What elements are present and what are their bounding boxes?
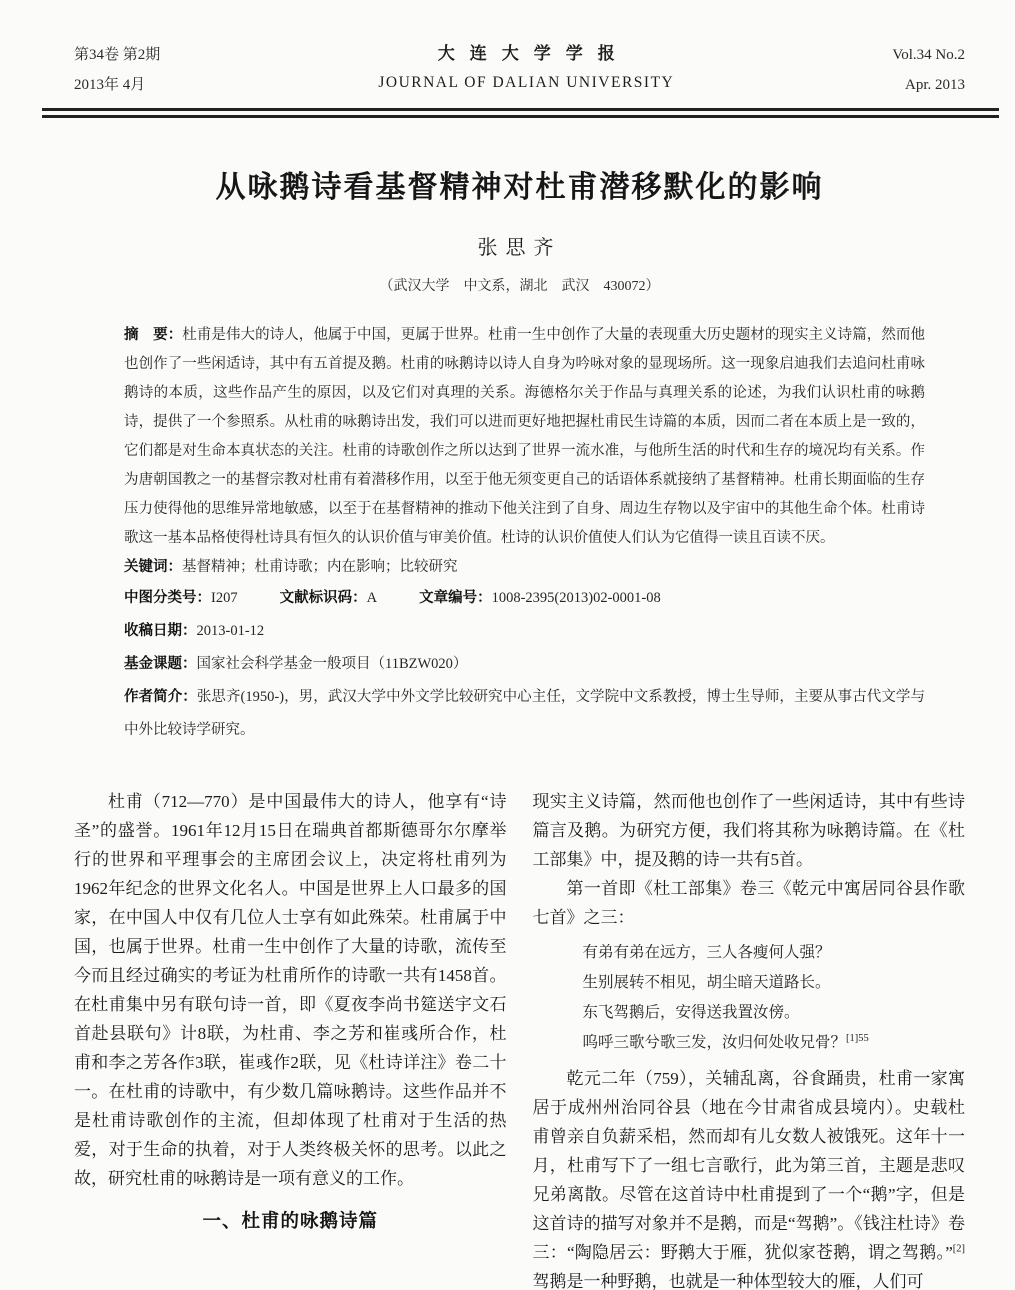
author-bio-line <box>124 681 925 747</box>
clc-value: I207 <box>211 590 238 606</box>
fund-label: 基金课题： <box>124 656 197 672</box>
poem-line: 东飞驾鹅后，安得送我置汝傍。 <box>582 1004 800 1021</box>
date-en: Apr. 2013 <box>904 77 965 93</box>
paragraph-text: 乾元二年（759），关辅乱离，谷食踊贵，杜甫一家寓居于成州州治同谷县（地在今甘肃省成县境内）。史载杜甫曾亲自负薪采梠，然而却有儿女数人被饿死。这年十一月，杜甫写下了一组七言歌行，此为第三首，主题是悲叹兄弟离散。尽管在这首诗中杜甫提到了一个“鹅”字，但是这首诗的描写对象并不是鹅，而是“驾鹅”。《钱注杜诗》卷三：“陶隐居云：野鹅大于雁，犹似家苍鹅，谓之驾鹅。” <box>532 1069 965 1262</box>
poem-line: 生别展转不相见，胡尘暗天道路长。 <box>582 974 831 991</box>
poem-line-text: 呜呼三歌兮歌三发，汝归何处收兄骨？ <box>582 1034 847 1051</box>
volume-issue-cn: 第34卷 第2期 <box>74 47 161 63</box>
fund-line <box>124 648 925 681</box>
abstract-label: 摘 要： <box>124 327 183 343</box>
journal-title-cn: 大连大学学报 <box>437 44 630 63</box>
front-matter <box>124 321 925 747</box>
bio-value: 张思齐(1950-)，男，武汉大学中外文学比较研究中心主任，文学院中文系教授，博士生导师，主要从事古代文学与中外比较诗学研究。 <box>124 689 926 738</box>
header-divider-rule <box>42 108 999 118</box>
citation-ref: [2] <box>952 1243 965 1255</box>
paragraph-text: 驾鹅是一种野鹅，也就是一种体型较大的雁，人们可 <box>532 1272 924 1290</box>
header-left-block <box>74 40 160 100</box>
journal-title-en: JOURNAL OF DALIAN UNIVERSITY <box>378 74 675 91</box>
abstract-paragraph <box>124 321 925 553</box>
header-center-block <box>378 40 674 98</box>
doc-code-label: 文献标识码： <box>279 590 367 606</box>
quoted-poem <box>533 938 966 1058</box>
received-label: 收稿日期： <box>124 623 197 639</box>
section-1-heading: 一、杜甫的咏鹅诗篇 <box>202 1210 378 1231</box>
body-columns <box>74 787 965 1290</box>
header-right-block <box>892 40 965 100</box>
poem-line <box>583 1028 966 1058</box>
received-value: 2013-01-12 <box>196 623 265 639</box>
fund-value: 国家社会科学基金一般项目（11BZW020） <box>196 656 468 672</box>
journal-header <box>74 40 965 100</box>
keywords-text: 基督精神；杜甫诗歌；内在影响；比较研究 <box>182 559 458 575</box>
right-column <box>533 787 966 1290</box>
poem-line: 有弟有弟在远方，三人各瘦何人强？ <box>582 944 831 961</box>
article-affiliation: （武汉大学 中文系，湖北 武汉 430072） <box>379 279 660 294</box>
left-column <box>74 787 507 1290</box>
body-paragraph: 第一首即《杜工部集》卷三《乾元中寓居同谷县作歌七首》之三： <box>532 879 965 927</box>
body-paragraph <box>533 1064 966 1290</box>
article-title: 从咏鹅诗看基督精神对杜甫潜移默化的影响 <box>215 171 824 204</box>
keywords-line <box>124 553 925 582</box>
citation-ref: [1]55 <box>846 1032 869 1044</box>
article-no-value: 1008-2395(2013)02-0001-08 <box>491 590 661 606</box>
bio-label: 作者简介： <box>124 689 197 705</box>
body-paragraph: 杜甫（712—770）是中国最伟大的诗人，他享有“诗圣”的盛誉。1961年12月15日在瑞典首都斯德哥尔尔摩举行的世界和平理事会的主席团会议上，决定将杜甫列为1962年纪念的世界文化名人。中国是世界上人口最多的国家，在中国人中仅有几位人士享有如此殊荣。杜甫属于中国，也属于世界。杜甫一生中创作了大量的诗歌，流传至今而且经过确实的考证为杜甫所作的诗歌一共有1458首。在杜甫集中另有联句诗一首，即《夏夜李尚书筵送宇文石首赴县联句》计8联，为杜甫、李之芳和崔彧所合作，杜甫和李之芳各作3联，崔彧作2联，见《杜诗详注》卷二十一。在杜甫的诗歌中，有少数几篇咏鹅诗。这些作品并不是杜甫诗歌创作的主流，但却体现了杜甫对于生活的热爱，对于生命的执着，对于人类终极关怀的思考。以此之故，研究杜甫的咏鹅诗是一项有意义的工作。 <box>74 792 507 1188</box>
abstract-text: 杜甫是伟大的诗人，他属于中国，更属于世界。杜甫一生中创作了大量的表现重大历史题材的现实主义诗篇，然而他也创作了一些闲适诗，其中有五首提及鹅。杜甫的咏鹅诗以诗人自身为吟咏对象的显现场所。这一现象启迪我们去追问杜甫咏鹅诗的本质，这些作品产生的原因，以及它们对真理的关系。海德格尔关于作品与真理关系的论述，为我们认识杜甫的咏鹅诗，提供了一个参照系。从杜甫的咏鹅诗出发，我们可以进而更好地把握杜甫民生诗篇的本质，因而二者在本质上是一致的，它们都是对生命本真状态的关注。杜甫的诗歌创作之所以达到了世界一流水准，与他所生活的时代和生存的境况均有关系。作为唐朝国教之一的基督宗教对杜甫有着潜移作用，以至于他无须变更自己的话语体系就接纳了基督精神。杜甫长期面临的生存压力使得他的思维异常地敏感，以至于在基督精神的推动下他关注到了自身、周边生存物以及宇宙中的其他生命个体。杜甫诗歌这一基本品格使得杜诗具有恒久的认识价值与审美价值。杜诗的认识价值使人们认为它值得一读且百读不厌。 <box>124 327 926 546</box>
volume-issue-en: Vol.34 No.2 <box>892 47 965 63</box>
article-author: 张思齐 <box>477 237 562 259</box>
keywords-label: 关键词： <box>124 559 182 575</box>
clc-label: 中图分类号： <box>124 590 211 606</box>
body-paragraph: 现实主义诗篇，然而他也创作了一些闲适诗，其中有些诗篇言及鹅。为研究方便，我们将其称为咏鹅诗篇。在《杜工部集》中，提及鹅的诗一共有5首。 <box>532 792 965 869</box>
date-cn: 2013年 4月 <box>74 77 146 93</box>
doc-code-value: A <box>366 590 378 606</box>
article-no-label: 文章编号： <box>419 590 492 606</box>
received-date-line <box>124 615 925 648</box>
classification-line <box>124 582 925 615</box>
